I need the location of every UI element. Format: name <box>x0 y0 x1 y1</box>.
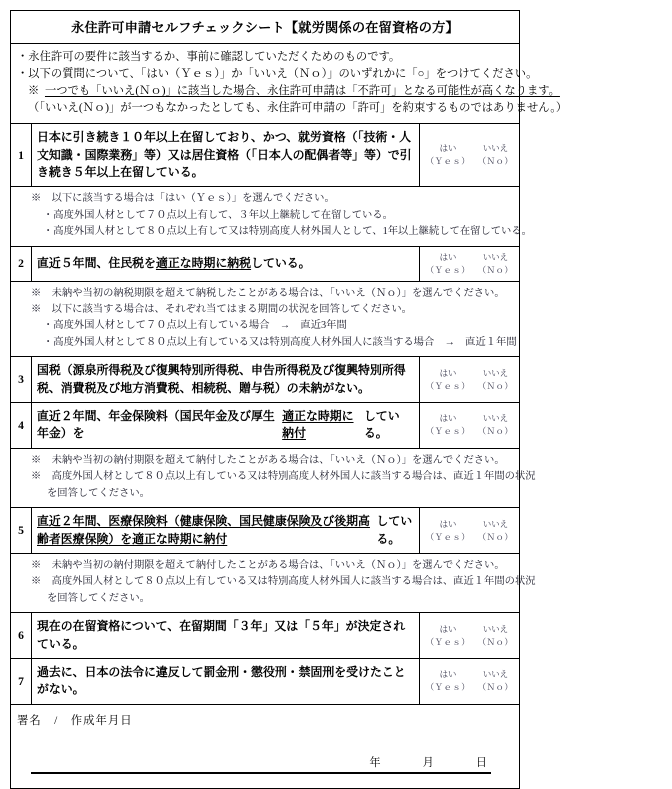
answer-yes-sub-2: （Ｙｅｓ） <box>425 265 471 275</box>
note-4-line-3: を回答してください。 <box>47 487 150 499</box>
question-text-5-underline: 直近２年間、医療保険料（健康保険、国民健康保険及び後期高齢者医療保険）を適正な時期に納付 <box>37 514 370 546</box>
question-text-5-post: している。 <box>376 514 413 546</box>
answer-cell-5 <box>419 508 519 553</box>
signature-label: 署名 / 作成年月日 <box>17 714 133 727</box>
question-row-4 <box>11 403 519 449</box>
answer-yes-1[interactable] <box>426 142 470 168</box>
intro-line-4: （「いいえ(Ｎｏ)」が一つもなかったとしても、永住許可申請の「許可」を約束するものではありません。） <box>28 102 568 115</box>
question-text-3 <box>32 357 419 402</box>
year-mark: 年 <box>369 756 381 769</box>
note-2-line-1: ※ 未納や当初の納税期限を超えて納税したことがある場合は、「いいえ（Ｎｏ）」を選んでください。 <box>31 287 505 299</box>
question-number-7: 7 <box>11 659 32 704</box>
note-1-line-1: ※ 以下に該当する場合は「はい（Ｙｅｓ）」を選んでください。 <box>31 193 335 205</box>
answer-yes-label-6: はい <box>439 624 457 634</box>
question-row-2 <box>11 247 519 282</box>
note-after-question-5 <box>11 554 536 613</box>
answer-no-6[interactable] <box>478 623 514 649</box>
answer-no-label-5: いいえ <box>482 519 509 529</box>
answer-no-sub-6: （Ｎｏ） <box>477 637 514 647</box>
question-text-6 <box>32 613 419 658</box>
signature-write-line[interactable] <box>31 772 491 774</box>
note-2-line-4: ・高度外国人材として８０点以上有している又は特別高度人材外国人に該当する場合 → 直近１年間 <box>43 336 517 348</box>
answer-no-3[interactable] <box>478 367 514 393</box>
question-row-6 <box>11 613 519 659</box>
note-5-line-2: ※ 高度外国人材として８０点以上有している又は特別高度人材外国人に該当する場合は、直近１年間の状況 <box>31 576 536 588</box>
answer-no-label-6: いいえ <box>482 624 509 634</box>
question-row-5 <box>11 508 519 554</box>
intro-line-2: ・以下の質問について、「はい（Ｙｅｓ）」か「いいえ（Ｎｏ）」のいずれかに「○」をつけてください。 <box>17 68 538 81</box>
question-text-1 <box>32 124 419 186</box>
answer-cell-2 <box>419 247 519 281</box>
note-after-question-1 <box>11 187 532 246</box>
answer-yes-label-2: はい <box>439 252 457 262</box>
answer-no-1[interactable] <box>478 142 514 168</box>
answer-no-label-3: いいえ <box>482 368 509 378</box>
question-text-3-pre: 国税（源泉所得税及び復興特別所得税、申告所得税及び復興特別所得税、消費税及び地方消費税、相続税、贈与税）の未納がない。 <box>37 363 406 395</box>
answer-cell-1 <box>419 124 519 186</box>
answer-no-5[interactable] <box>478 518 514 544</box>
note-1-line-2: ・高度外国人材として７０点以上有して、３年以上継続して在留している。 <box>43 209 393 221</box>
question-text-6-pre: 現在の在留資格について、在留期間「３年」又は「５年」が決定されている。 <box>37 619 406 651</box>
note-4-line-2: ※ 高度外国人材として８０点以上有している又は特別高度人材外国人に該当する場合は、直近１年間の状況 <box>31 471 536 483</box>
intro-line-3-text: 一つでも「いいえ(Ｎｏ)」に該当した場合、永住許可申請は「不許可」となる可能性が高くなります。 <box>44 85 560 98</box>
question-text-4-post: している。 <box>363 409 400 441</box>
answer-no-sub-7: （Ｎｏ） <box>477 683 514 693</box>
question-row-3 <box>11 357 519 403</box>
intro-notes <box>11 44 568 124</box>
note-after-question-2 <box>11 282 519 358</box>
note-4-line-1: ※ 未納や当初の納付期限を超えて納付したことがある場合は、「いいえ（Ｎｏ）」を選んでください。 <box>31 454 505 466</box>
question-text-1-pre: 日本に引き続き１０年以上在留しており、かつ、就労資格（「技術・人文知識・国際業務」等）又は居住資格（「日本人の配偶者等」等）で引き続き５年以上在留している。 <box>37 130 412 179</box>
answer-cell-4 <box>419 403 519 448</box>
question-text-4-underline: 適正な時期に納付 <box>282 409 354 441</box>
signature-date-fields <box>31 754 491 774</box>
day-mark: 日 <box>475 756 487 769</box>
answer-yes-label-5: はい <box>439 519 457 529</box>
question-text-7-pre: 過去に、日本の法令に違反して罰金刑・懲役刑・禁固刑を受けたことがない。 <box>37 664 406 697</box>
answer-yes-5[interactable] <box>426 518 470 544</box>
answer-yes-label-4: はい <box>439 414 457 424</box>
answer-yes-4[interactable] <box>426 412 470 438</box>
note-after-question-4 <box>11 449 536 508</box>
answer-no-sub-3: （Ｎｏ） <box>477 381 514 391</box>
month-mark: 月 <box>422 756 434 769</box>
question-row-1 <box>11 124 519 187</box>
question-row-7 <box>11 659 519 705</box>
answer-cell-7 <box>419 659 519 704</box>
answer-no-sub-4: （Ｎｏ） <box>477 427 514 437</box>
intro-line-3 <box>17 83 560 99</box>
answer-cell-6 <box>419 613 519 658</box>
note-2-line-2: ※ 以下に該当する場合は、それぞれ当てはまる期間の状況を回答してください。 <box>31 304 412 316</box>
answer-yes-sub-7: （Ｙｅｓ） <box>425 683 471 693</box>
question-number-4: 4 <box>11 403 32 448</box>
note-5-line-1: ※ 未納や当初の納付期限を超えて納付したことがある場合は、「いいえ（Ｎｏ）」を選んでください。 <box>31 559 505 571</box>
question-text-2-post: している。 <box>251 255 311 270</box>
answer-yes-sub-6: （Ｙｅｓ） <box>425 637 471 647</box>
intro-line-1: ・永住許可の要件に該当するか、事前に確認していただくためのものです。 <box>17 51 401 63</box>
question-text-2-underline: 適正な時期に納税 <box>155 255 252 270</box>
note-2-line-3: ・高度外国人材として７０点以上有している場合 → 直近3年間 <box>43 320 347 332</box>
question-text-7 <box>32 659 419 704</box>
question-number-1: 1 <box>11 124 32 186</box>
answer-no-label-7: いいえ <box>482 670 509 680</box>
answer-yes-6[interactable] <box>426 623 470 649</box>
question-text-5 <box>32 508 419 553</box>
answer-yes-sub-1: （Ｙｅｓ） <box>425 157 471 167</box>
answer-no-7[interactable] <box>478 668 514 694</box>
intro-note-mark: ※ <box>28 85 40 98</box>
self-check-sheet <box>10 10 568 789</box>
answer-yes-sub-5: （Ｙｅｓ） <box>425 532 471 542</box>
question-text-2 <box>32 247 419 281</box>
question-number-6: 6 <box>11 613 32 658</box>
date-marks <box>31 754 491 770</box>
answer-no-2[interactable] <box>478 251 514 277</box>
answer-yes-2[interactable] <box>426 251 470 277</box>
answer-cell-3 <box>419 357 519 402</box>
signature-section <box>11 705 519 788</box>
question-number-2: 2 <box>11 247 32 281</box>
answer-no-label-2: いいえ <box>482 252 509 262</box>
question-number-5: 5 <box>11 508 32 553</box>
question-text-2-pre: 直近５年間、住民税を <box>37 255 156 270</box>
answer-yes-3[interactable] <box>426 367 470 393</box>
answer-no-4[interactable] <box>478 412 514 438</box>
question-text-4 <box>32 403 419 448</box>
page-title: 永住許可申請セルフチェックシート【就労関係の在留資格の方】 <box>11 11 519 44</box>
answer-no-sub-1: （Ｎｏ） <box>477 157 514 167</box>
answer-yes-label-1: はい <box>439 144 457 154</box>
answer-yes-label-7: はい <box>439 670 457 680</box>
answer-yes-7[interactable] <box>426 668 470 694</box>
answer-no-label-4: いいえ <box>482 414 509 424</box>
answer-yes-sub-4: （Ｙｅｓ） <box>425 427 471 437</box>
note-1-line-3: ・高度外国人材として８０点以上有して又は特別高度人材外国人として、1年以上継続して在留している。 <box>43 226 532 238</box>
answer-yes-sub-3: （Ｙｅｓ） <box>425 381 471 391</box>
question-number-3: 3 <box>11 357 32 402</box>
answer-no-sub-2: （Ｎｏ） <box>477 265 514 275</box>
note-5-line-3: を回答してください。 <box>47 592 150 604</box>
answer-yes-label-3: はい <box>439 368 457 378</box>
answer-no-sub-5: （Ｎｏ） <box>477 532 514 542</box>
question-text-4-pre: 直近２年間、年金保険料（国民年金及び厚生年金）を <box>37 409 275 441</box>
answer-no-label-1: いいえ <box>482 144 509 154</box>
